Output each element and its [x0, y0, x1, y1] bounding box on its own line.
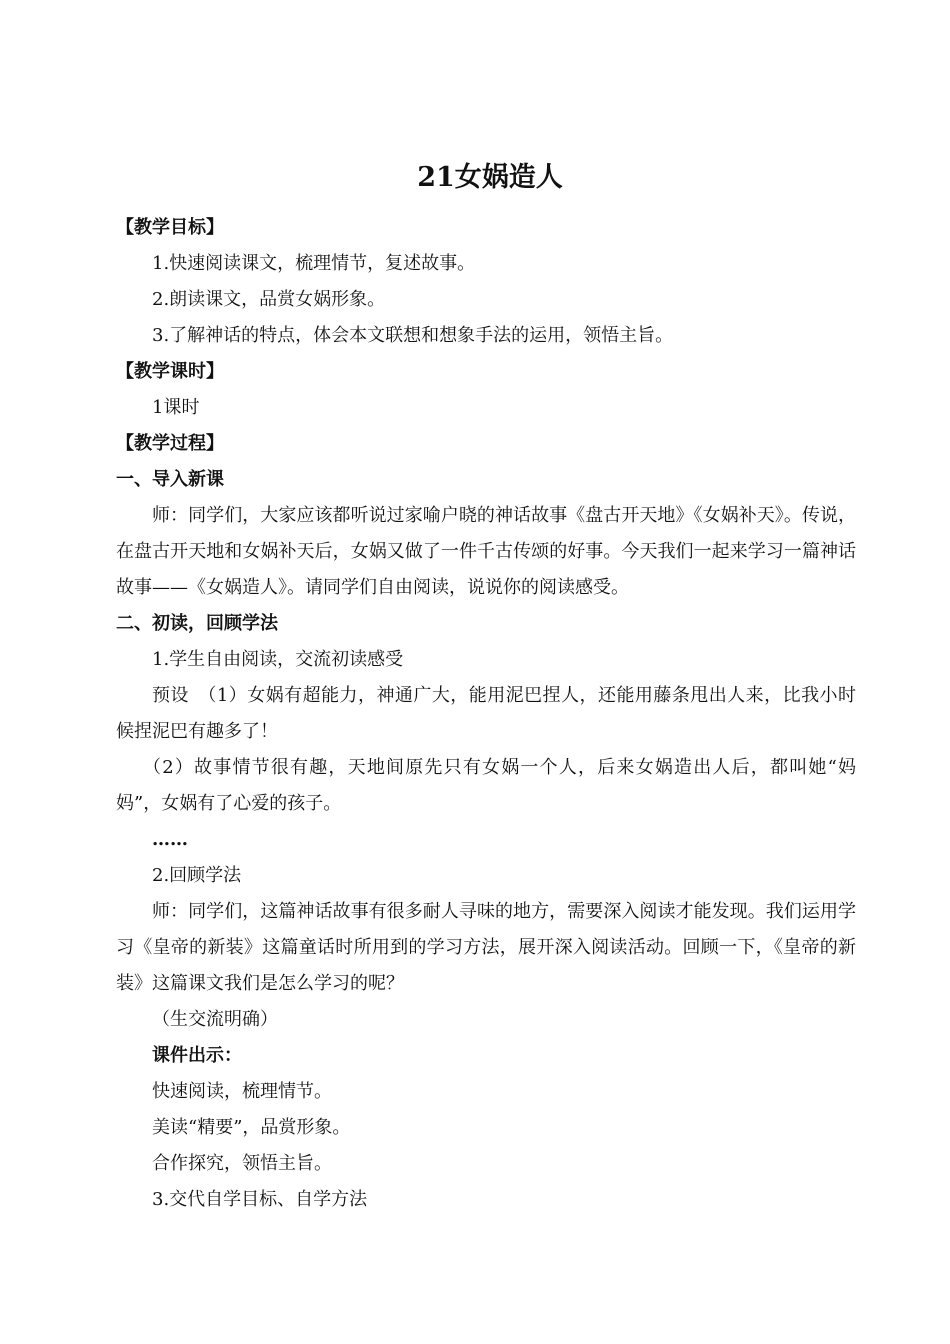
part1-heading: 一、导入新课: [116, 469, 224, 490]
step2-text: 2.回顾学法: [152, 865, 242, 886]
preset2-paragraph: （2）故事情节很有趣，天地间原先只有女娲一个人，后来女娲造出人后，都叫她“妈妈”，女娲有了心爱的孩子。: [116, 757, 856, 814]
process-heading: 【教学过程】: [116, 433, 224, 454]
goal-item: 3.了解神话的特点，体会本文联想和想象手法的运用，领悟主旨。: [152, 325, 674, 346]
goal-item: 2.朗读课文，品赏女娲形象。: [152, 289, 386, 310]
courseware-item: 美读“精要”，品赏形象。: [152, 1117, 351, 1138]
goals-heading: 【教学目标】: [116, 217, 224, 238]
step3-text: 3.交代自学目标、自学方法: [152, 1189, 368, 1210]
step2-paragraph: 师：同学们，这篇神话故事有很多耐人寻味的地方，需要深入阅读才能发现。我们运用学习《皇帝的新装》这篇童话时所用到的学习方法，展开深入阅读活动。回顾一下，《皇帝的新装》这篇课文我们是怎么学习的呢？: [116, 901, 856, 994]
ellipsis-text: ……: [152, 829, 188, 850]
courseware-item: 合作探究，领悟主旨。: [152, 1153, 332, 1174]
hours-heading: 【教学课时】: [116, 361, 224, 382]
part1-paragraph: 师：同学们，大家应该都听说过家喻户晓的神话故事《盘古开天地》《女娲补天》。传说，在盘古开天地和女娲补天后，女娲又做了一件千古传颂的好事。今天我们一起来学习一篇神话故事——《女娲造人》。请同学们自由阅读，说说你的阅读感受。: [116, 505, 856, 598]
hours-value: 1课时: [152, 397, 200, 418]
document-page: [116, 158, 856, 1218]
courseware-heading: 课件出示：: [152, 1045, 242, 1066]
goal-item: 1.快速阅读课文，梳理情节，复述故事。: [152, 253, 476, 274]
student-note: （生交流明确）: [152, 1009, 278, 1030]
part2-heading: 二、初读，回顾学法: [116, 613, 278, 634]
preset1-paragraph: 预设 （1）女娲有超能力，神通广大，能用泥巴捏人，还能用藤条甩出人来，比我小时候捏泥巴有趣多了！: [116, 685, 856, 742]
document-title: 21女娲造人: [417, 162, 563, 193]
step1-text: 1.学生自由阅读，交流初读感受: [152, 649, 404, 670]
courseware-item: 快速阅读，梳理情节。: [152, 1081, 332, 1102]
